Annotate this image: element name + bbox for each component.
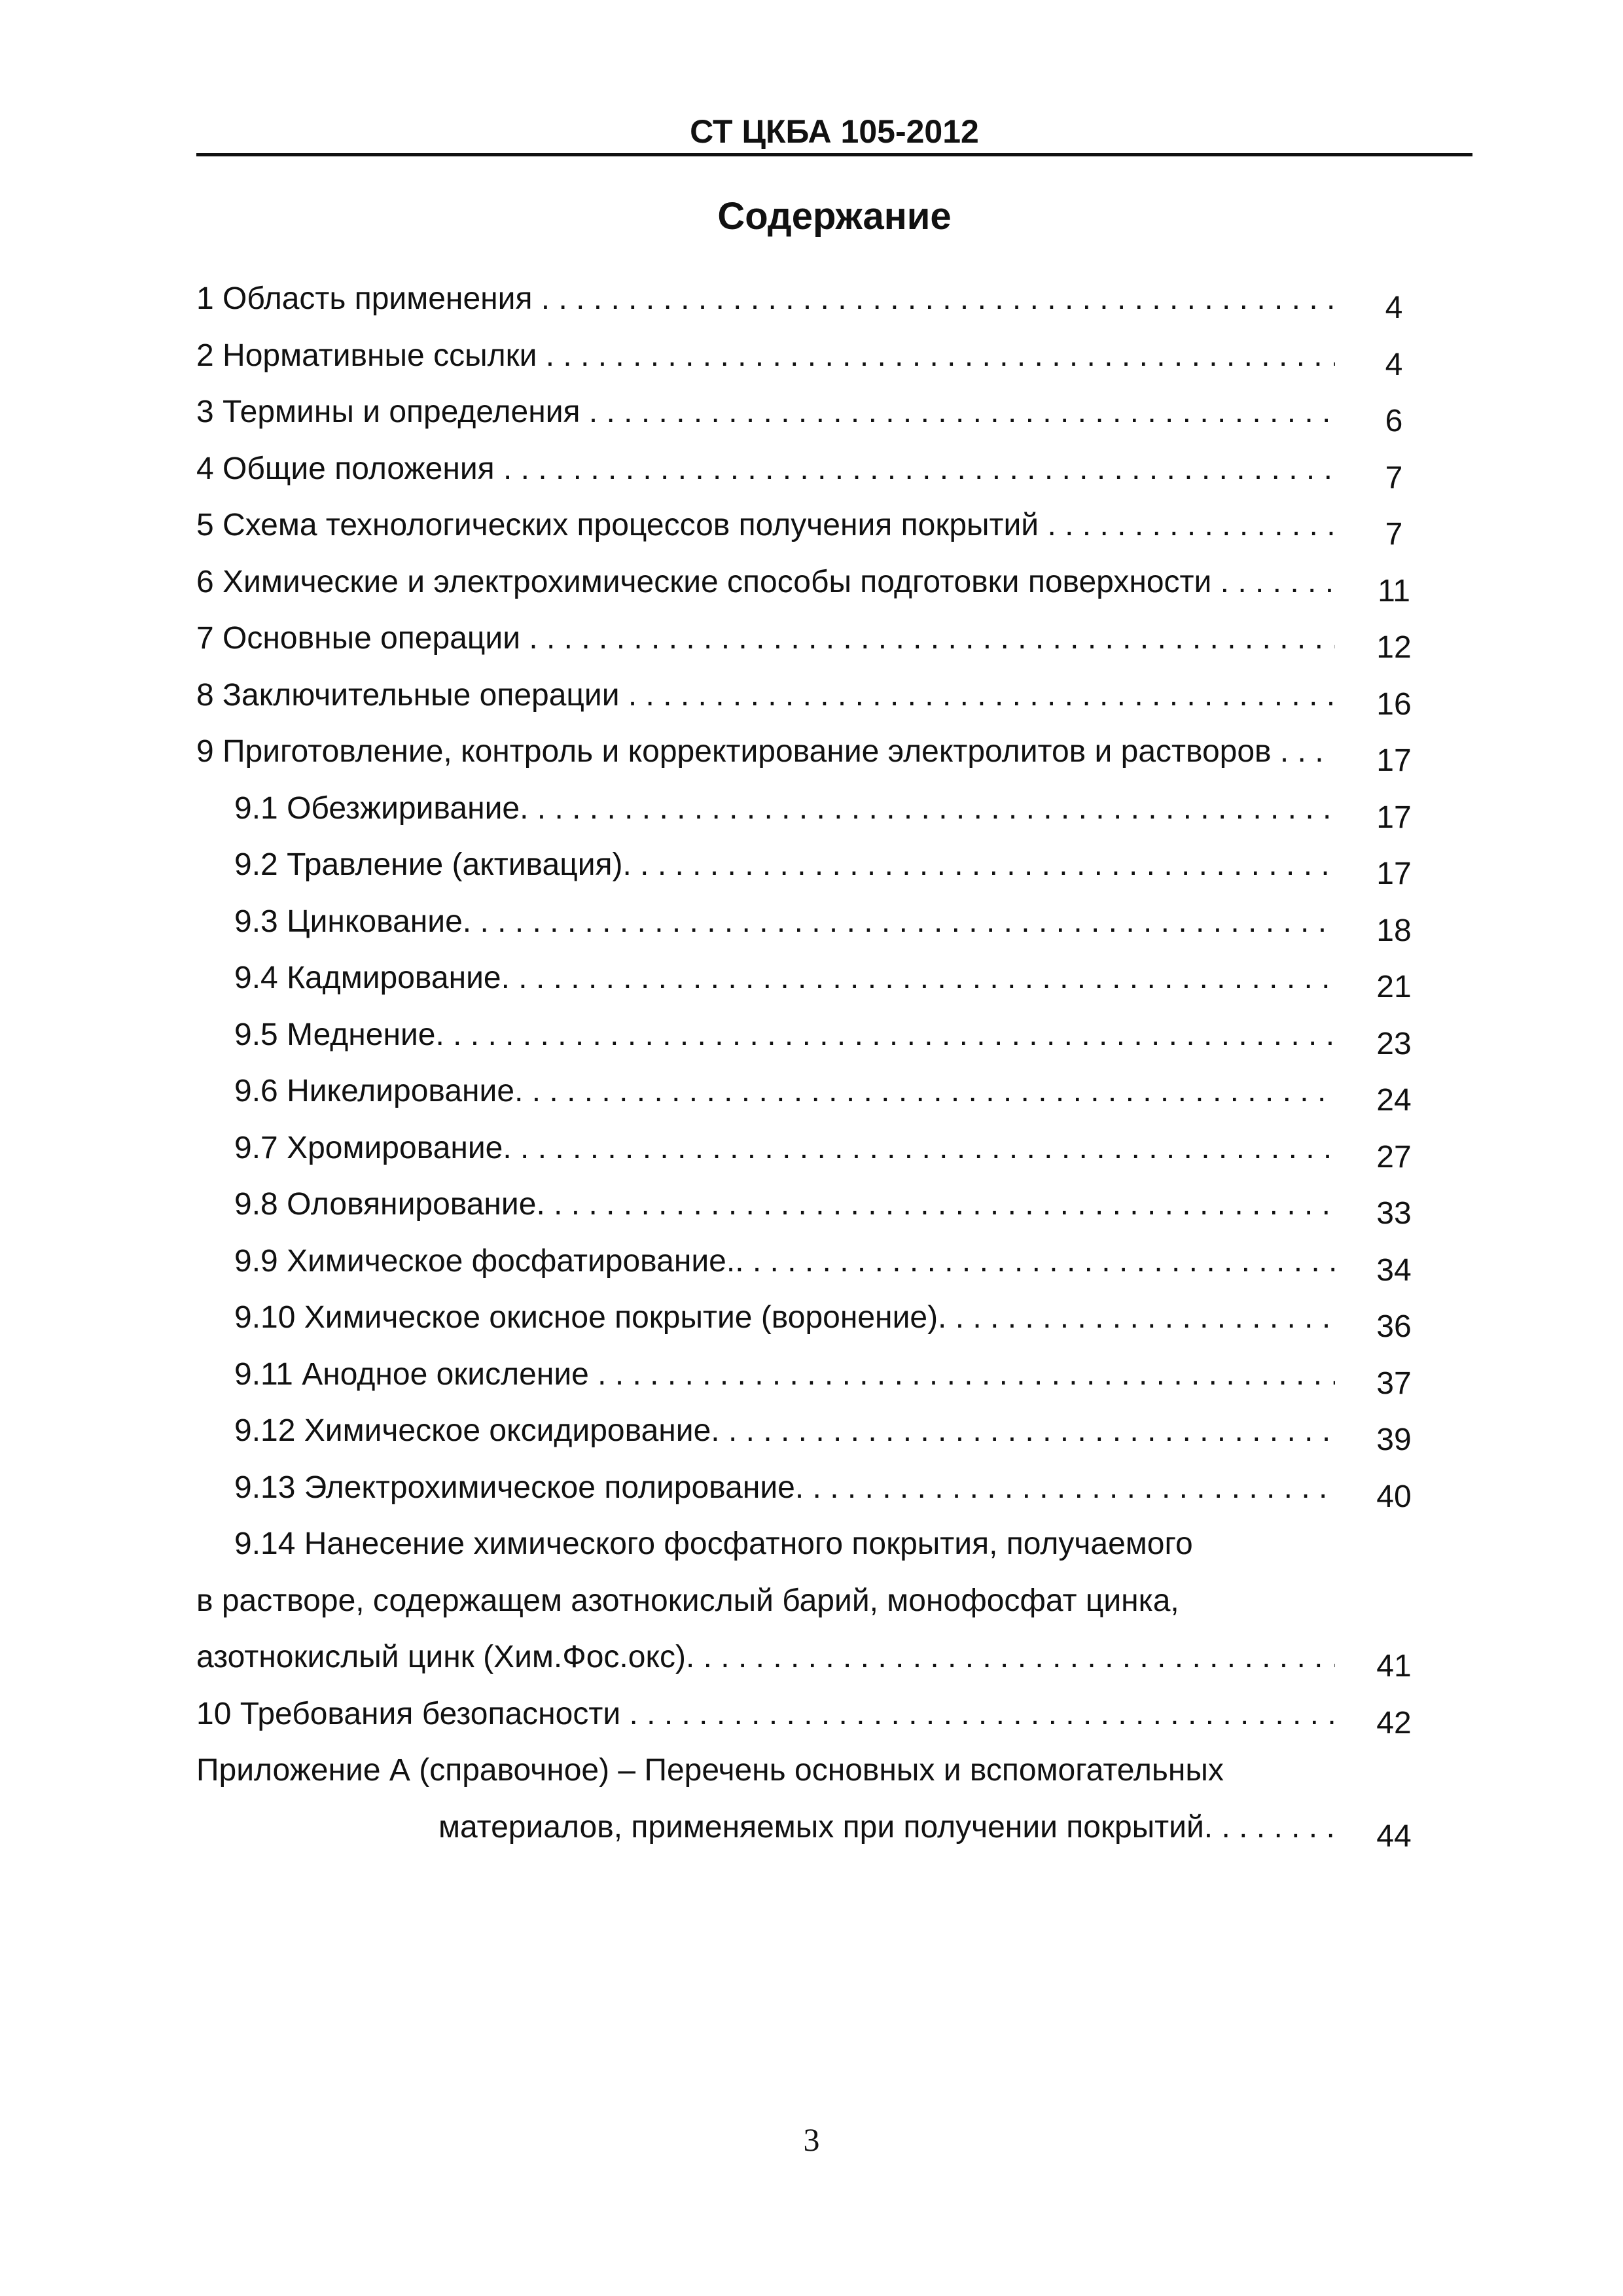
toc-entry-label: азотнокислый цинк (Хим.Фос.окс). . . . xyxy=(196,1638,1335,1676)
toc-entry-page: 4 xyxy=(1385,347,1403,382)
toc-subentry xyxy=(196,1011,1453,1068)
toc-entry-label: 7 Основные операции . . . xyxy=(196,620,1335,658)
toc-subentry xyxy=(196,1180,1453,1237)
toc-entry-label: 5 Схема технологических процессов получения покрытий . . . xyxy=(196,506,1335,544)
toc-entry-page: 41 xyxy=(1376,1649,1412,1684)
toc-entry-page: 17 xyxy=(1376,857,1412,891)
toc-entry-page: 33 xyxy=(1376,1196,1412,1231)
toc-entry-page: 34 xyxy=(1376,1252,1412,1288)
toc-entry-page: 17 xyxy=(1376,800,1412,835)
table-of-contents xyxy=(196,275,1453,1860)
toc-entry-page: 44 xyxy=(1376,1818,1412,1854)
toc-entry-continuation xyxy=(196,1633,1453,1690)
toc-entry-page: 11 xyxy=(1378,573,1410,609)
page-title: Содержание xyxy=(717,195,952,238)
toc-entry xyxy=(196,558,1453,615)
toc-entry-label: 9.12 Химическое оксидирование. . . . xyxy=(234,1412,1335,1450)
toc-subentry xyxy=(196,1351,1453,1407)
toc-entry-page: 17 xyxy=(1376,743,1412,778)
toc-subentry xyxy=(196,841,1453,898)
toc-subentry xyxy=(196,898,1453,955)
toc-subentry xyxy=(196,1124,1453,1181)
toc-entry-page: 23 xyxy=(1376,1026,1412,1061)
toc-entry-label: 9.5 Меднение. . . . xyxy=(234,1016,1335,1054)
toc-entry-page: 12 xyxy=(1376,630,1412,665)
toc-entry-page: 16 xyxy=(1376,686,1412,722)
toc-entry-label: 9.10 Химическое окисное покрытие (воронение). . . . xyxy=(234,1299,1335,1337)
toc-entry-label: 9.11 Анодное окисление . . . xyxy=(234,1356,1335,1394)
toc-entry-label: Приложение А (справочное) – Перечень основных и вспомогательных xyxy=(196,1753,1224,1788)
toc-entry-page: 36 xyxy=(1376,1309,1412,1344)
toc-entry-label: 3 Термины и определения . . . xyxy=(196,393,1335,431)
toc-entry-label: 6 Химические и электрохимические способы подготовки поверхности . . . xyxy=(196,563,1335,601)
toc-entry-label: 9.3 Цинкование. . . . xyxy=(234,903,1335,941)
toc-entry-page: 42 xyxy=(1376,1705,1412,1740)
toc-entry xyxy=(196,501,1453,558)
toc-entry-label: 9.14 Нанесение химического фосфатного покрытия, получаемого xyxy=(234,1527,1193,1561)
toc-entry-label: 9.13 Электрохимическое полирование. . . . xyxy=(234,1469,1335,1507)
page-number: 3 xyxy=(803,2121,820,2158)
toc-entry-label: в растворе, содержащем азотнокислый барий, монофосфат цинка, xyxy=(196,1583,1179,1618)
toc-entry xyxy=(196,332,1453,389)
toc-entry-page: 6 xyxy=(1385,404,1403,438)
toc-entry-continuation xyxy=(196,1803,1453,1860)
toc-entry-page: 37 xyxy=(1376,1366,1412,1401)
toc-subentry xyxy=(196,785,1453,841)
toc-entry-label: 9.8 Оловянирование. . . . xyxy=(234,1186,1335,1224)
toc-subentry xyxy=(196,1294,1453,1351)
toc-entry-page: 39 xyxy=(1376,1422,1412,1457)
toc-entry-label: 9.1 Обезжиривание. . . . xyxy=(234,790,1335,828)
toc-subentry xyxy=(196,1464,1453,1521)
toc-subentry xyxy=(196,1237,1453,1294)
toc-entry xyxy=(196,671,1453,728)
toc-entry-label: 10 Требования безопасности . . . xyxy=(196,1695,1335,1733)
toc-entry xyxy=(196,614,1453,671)
toc-entry-page: 21 xyxy=(1376,970,1412,1004)
toc-entry xyxy=(196,1746,1453,1803)
toc-entry-label: 9.2 Травление (активация). . . . xyxy=(234,846,1335,884)
toc-subentry xyxy=(196,954,1453,1011)
toc-entry xyxy=(196,275,1453,332)
toc-entry xyxy=(196,1690,1453,1747)
toc-entry xyxy=(196,388,1453,445)
toc-entry-label: 9.9 Химическое фосфатирование.. . . . xyxy=(234,1243,1335,1280)
toc-entry-label: 4 Общие положения . . . xyxy=(196,450,1335,488)
toc-subentry xyxy=(196,1520,1453,1577)
toc-subentry xyxy=(196,1067,1453,1124)
toc-entry-label: 8 Заключительные операции . . . xyxy=(196,677,1335,715)
toc-entry-label: 9.7 Хромирование. . . . xyxy=(234,1129,1335,1167)
toc-entry-page: 18 xyxy=(1376,913,1412,948)
toc-subentry xyxy=(196,1407,1453,1464)
toc-entry-page: 7 xyxy=(1385,460,1403,495)
document-code: СТ ЦКБА 105-2012 xyxy=(690,113,979,150)
toc-entry-label: 9.6 Никелирование. . . . xyxy=(234,1072,1335,1110)
toc-entry-label: материалов, применяемых при получении покрытий. . . . xyxy=(438,1809,1335,1846)
toc-entry-page: 27 xyxy=(1376,1139,1412,1174)
toc-entry-page: 7 xyxy=(1385,517,1403,552)
toc-entry-continuation xyxy=(196,1577,1453,1634)
toc-entry-label: 9 Приготовление, контроль и корректирование электролитов и растворов . . . xyxy=(196,733,1335,771)
toc-entry-page: 24 xyxy=(1376,1083,1412,1118)
toc-entry-label: 1 Область применения . . . xyxy=(196,280,1335,318)
toc-entry-page: 4 xyxy=(1385,291,1403,325)
toc-entry xyxy=(196,445,1453,502)
toc-entry xyxy=(196,728,1453,785)
toc-entry-label: 2 Нормативные ссылки . . . xyxy=(196,337,1335,375)
toc-entry-label: 9.4 Кадмирование. . . . xyxy=(234,959,1335,997)
toc-entry-page: 40 xyxy=(1376,1479,1412,1514)
header-divider xyxy=(196,153,1472,156)
